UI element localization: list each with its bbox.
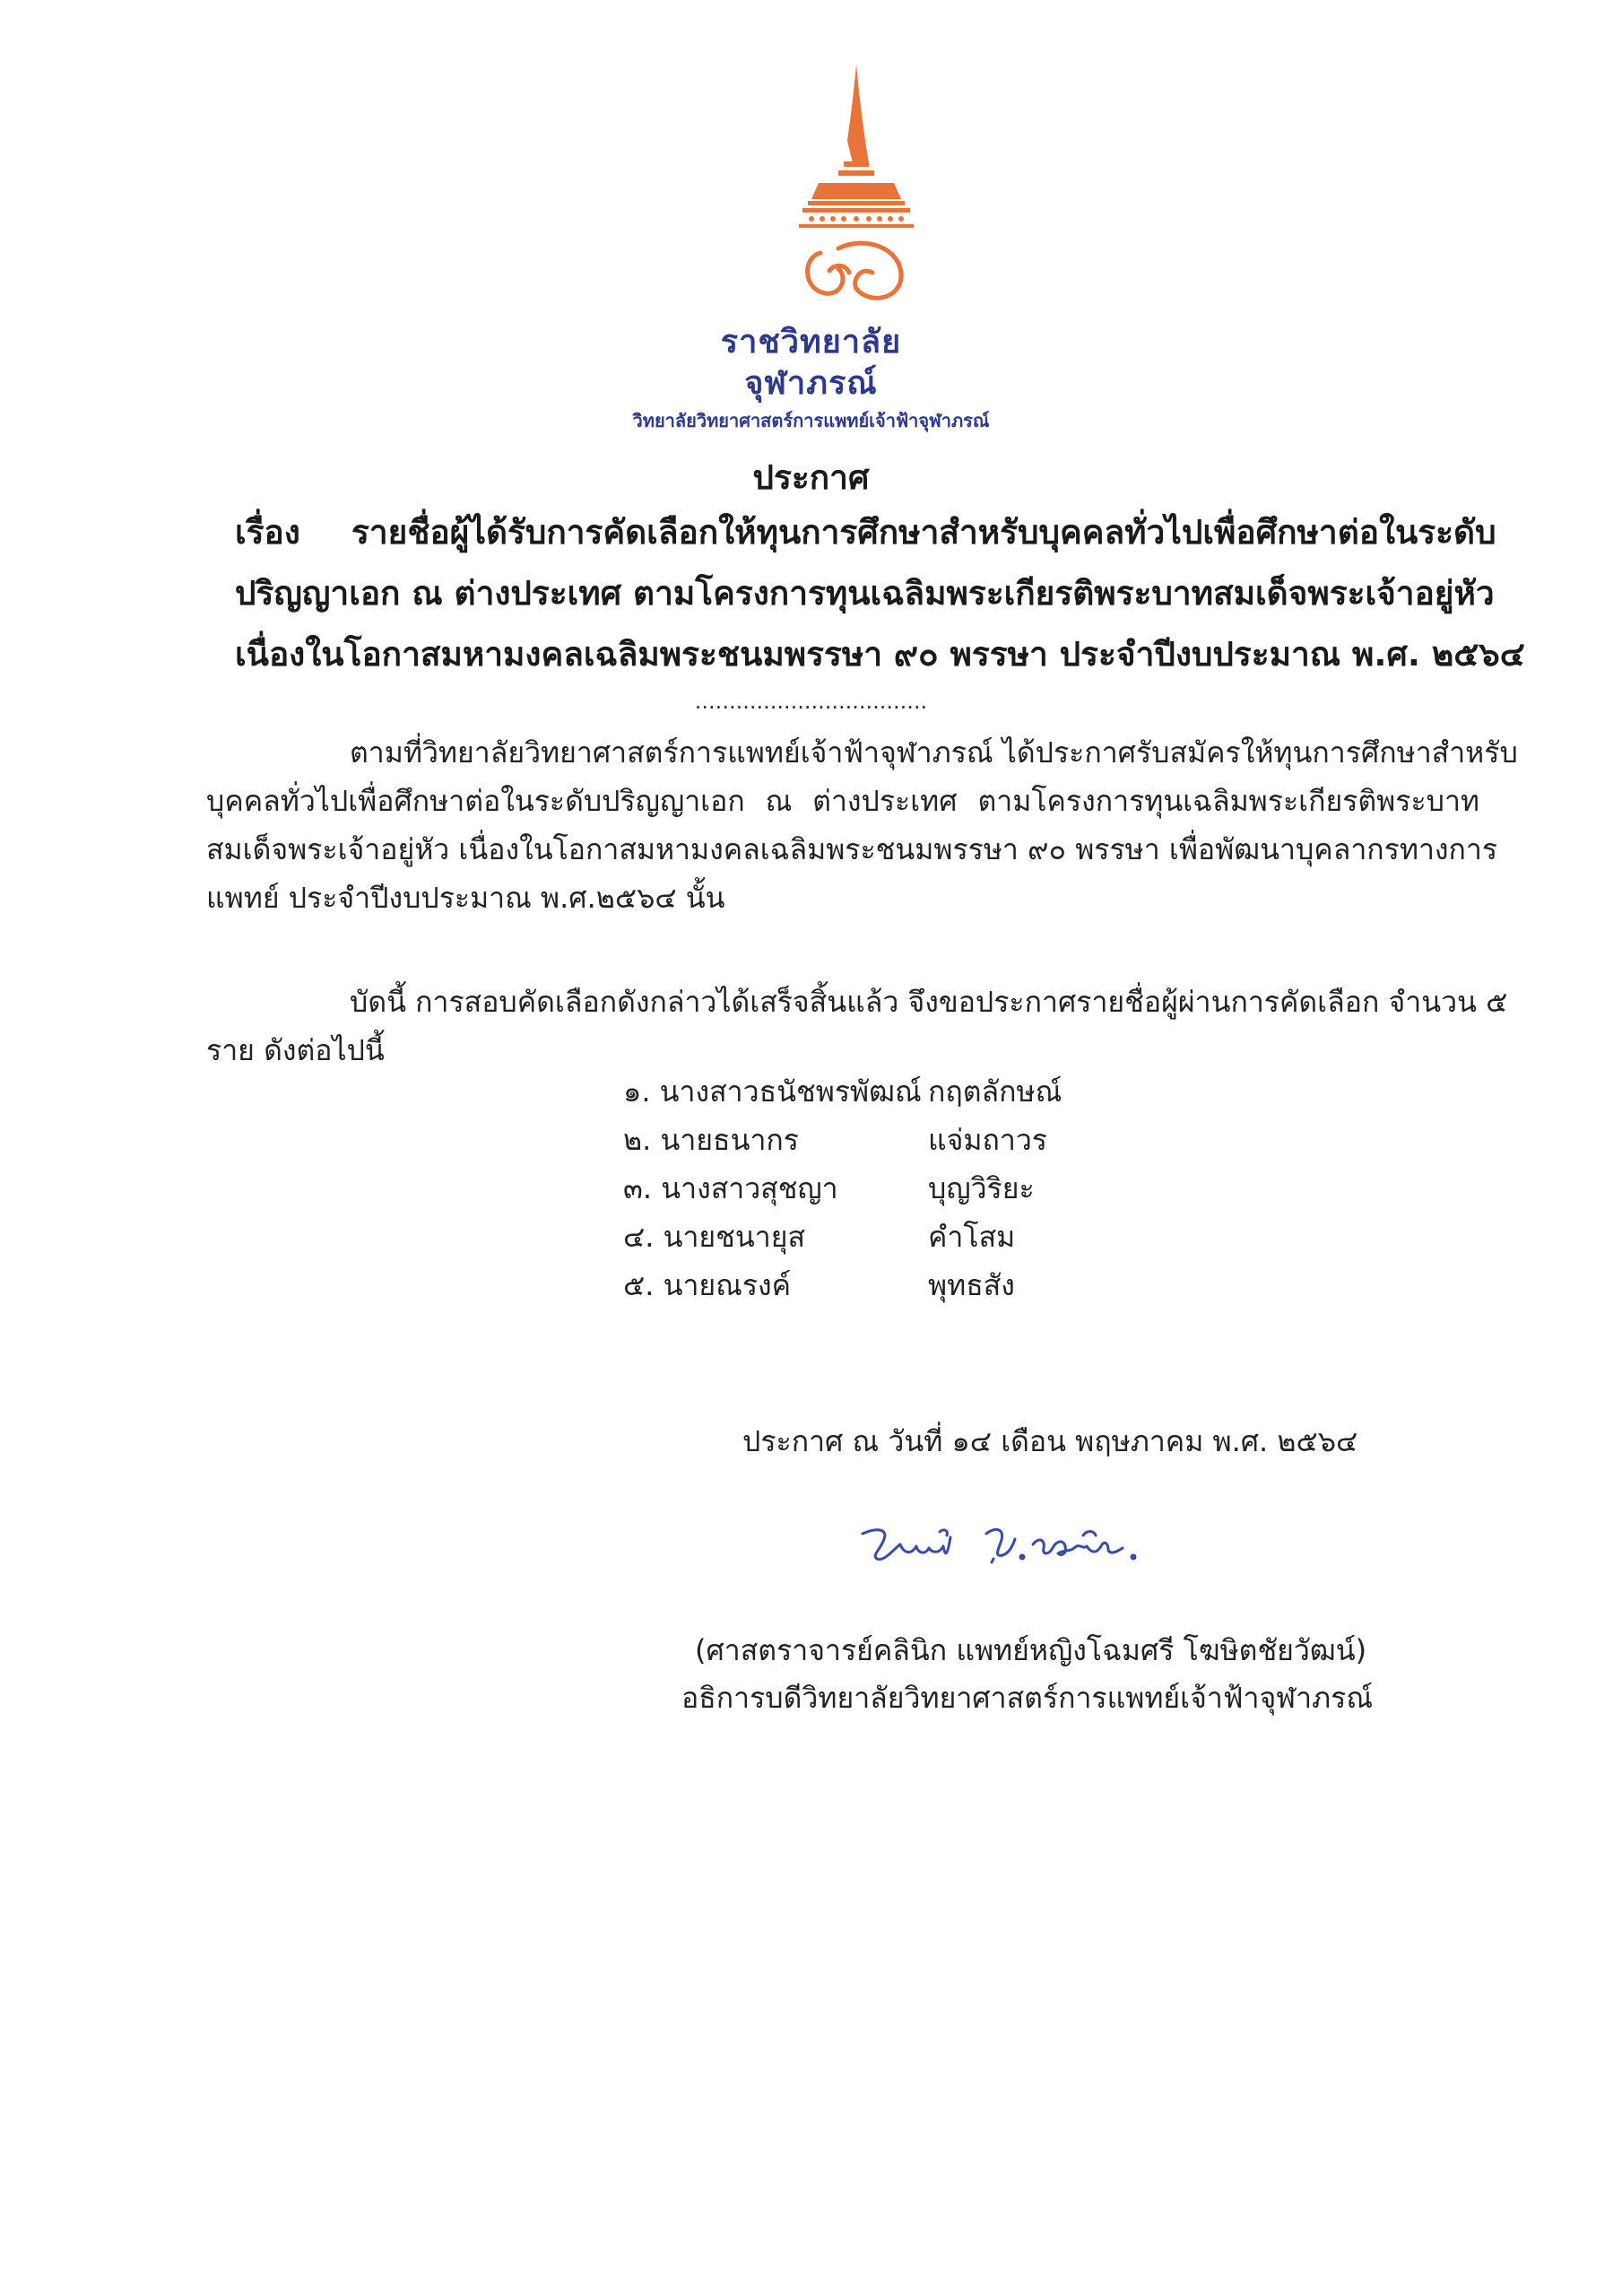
subject-block <box>235 502 1525 685</box>
name-first: ๔. นายชนายุส <box>623 1220 805 1254</box>
name-first: ๒. นายธนากร <box>623 1123 799 1157</box>
subject-text: รายชื่อผู้ได้รับการคัดเลือกให้ทุนการศึกษาสำหรับบุคคลทั่วไปเพื่อศึกษาต่อในระดับ <box>351 513 1496 552</box>
name-last: บุญวิริยะ <box>928 1171 1035 1205</box>
name-last: คำโสม <box>928 1220 1016 1254</box>
name-first: ๕. นายณรงค์ <box>623 1268 792 1302</box>
handwritten-signature <box>861 1500 1148 1580</box>
name-first: ๓. นางสาวสุชญา <box>623 1171 838 1205</box>
paragraph-result <box>206 978 1508 1074</box>
name-last: แจ่มถาวร <box>928 1123 1047 1157</box>
subject-line-3 <box>235 624 1525 685</box>
signer-title: อธิการบดีวิทยาลัยวิทยาศาสตร์การแพทย์เจ้าฟ้าจุฬาภรณ์ <box>681 1681 1374 1715</box>
signer-name: (ศาสตราจารย์คลินิก แพทย์หญิงโฉมศรี โฆษิตชัยวัฒน์) <box>695 1633 1367 1667</box>
announcement-date: ประกาศ ณ วันที่ ๑๔ เดือน พฤษภาคม พ.ศ. ๒๕๖๔ <box>742 1424 1358 1458</box>
name-last: พุทธสัง <box>928 1268 1015 1302</box>
paragraph-line: บุคคลทั่วไปเพื่อศึกษาต่อในระดับปริญญาเอก ณ ต่างประเทศ ตามโครงการทุนเฉลิมพระเกียรติพระบาท <box>206 784 1479 818</box>
subject-text: เนื่องในโอกาสมหามงคลเฉลิมพระชนมพรรษา ๙๐ พรรษา ประจำปีงบประมาณ พ.ศ. ๒๕๖๔ <box>235 635 1525 674</box>
subject-line-2 <box>235 563 1495 624</box>
name-last: กฤตลักษณ์ <box>928 1074 1063 1109</box>
paragraph-line: สมเด็จพระเจ้าอยู่หัว เนื่องในโอกาสมหามงคลเฉลิมพระชนมพรรษา ๙๐ พรรษา เพื่อพัฒนาบุคลากรทางการ <box>206 832 1498 866</box>
paragraph-line: ราย ดังต่อไปนี้ <box>206 1033 385 1067</box>
subject-text: ปริญญาเอก ณ ต่างประเทศ ตามโครงการทุนเฉลิมพระเกียรติพระบาทสมเด็จพระเจ้าอยู่หัว <box>235 574 1495 613</box>
separator: .................................. <box>694 689 928 714</box>
paragraph-line: บัดนี้ การสอบคัดเลือกดังกล่าวได้เสร็จสิ้นแล้ว จึงขอประกาศรายชื่อผู้ผ่านการคัดเลือก จำนวน ๕ <box>350 985 1508 1019</box>
paragraph-announcement <box>206 728 1518 922</box>
institution-logo <box>767 65 946 325</box>
subject-line-1 <box>235 502 1496 563</box>
paragraph-line: แพทย์ ประจำปีงบประมาณ พ.ศ.๒๕๖๔ นั้น <box>206 881 725 915</box>
name-first: ๑. นางสาวธนัชพรพัฒณ์ <box>623 1074 922 1109</box>
paragraph-line: ตามที่วิทยาลัยวิทยาศาสตร์การแพทย์เจ้าฟ้าจุฬาภรณ์ ได้ประกาศรับสมัครให้ทุนการศึกษาสำหรับ <box>350 735 1518 770</box>
institution-name-line2: จุฬาภรณ์ <box>744 365 878 402</box>
institution-subtitle: วิทยาลัยวิทยาศาสตร์การแพทย์เจ้าฟ้าจุฬาภรณ์ <box>632 410 990 431</box>
subject-label: เรื่อง <box>235 513 300 552</box>
announcement-heading: ประกาศ <box>752 458 870 497</box>
institution-name-line1: ราชวิทยาลัย <box>720 324 902 361</box>
